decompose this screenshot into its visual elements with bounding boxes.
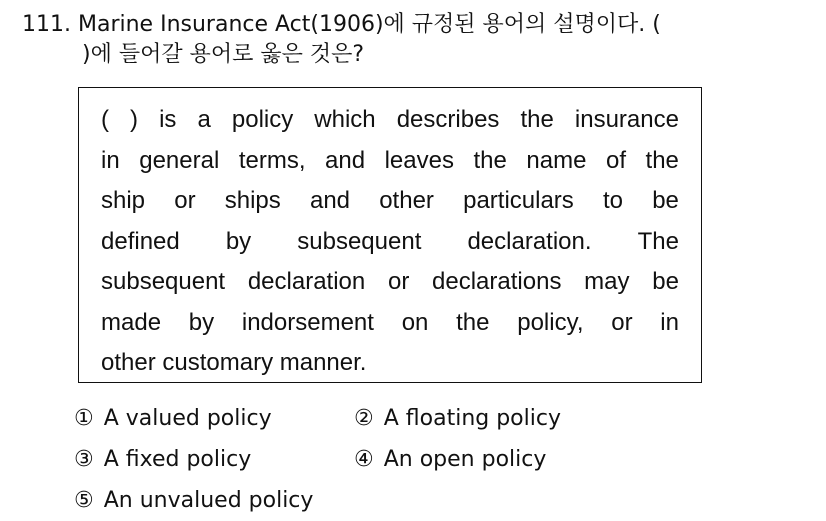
passage-word: describes [396,106,500,133]
passage-line [101,262,679,303]
passage-word: a [197,106,211,133]
option-2-text: A floating policy [383,406,561,431]
option-row-1 [74,398,634,439]
passage-word: or [174,187,196,214]
passage-word: terms, [238,146,306,174]
passage-word: insurance [574,106,679,133]
passage-word: general [139,146,220,174]
passage-word: in [660,308,679,336]
passage-word: ( [101,106,109,133]
passage-word: the [473,146,507,174]
passage-word: on [401,308,429,336]
passage-word: ) [130,106,139,133]
question-text-line-2: )에 들어갈 용어로 옳은 것은? [82,42,365,67]
passage-line [101,222,679,263]
passage-box [78,87,702,383]
option-3-number: ③ [74,447,94,472]
passage-word: other customary manner. [101,349,367,376]
option-row-3 [74,480,634,521]
passage-word: leaves [384,146,454,174]
passage-word: the [520,106,554,133]
option-1-text: A valued policy [103,406,272,431]
option-2-number: ② [354,406,374,431]
passage-word: the [456,308,490,336]
passage-word: ship [101,187,146,214]
passage-word: or [387,268,410,295]
passage-line [101,303,679,344]
passage-word: or [611,308,633,336]
passage-word: to [603,187,624,214]
option-1-number: ① [74,406,94,431]
passage-word: be [652,268,679,295]
passage-word: in [101,146,120,174]
question-line-2 [22,40,802,70]
passage-word: other [379,187,434,214]
option-2[interactable] [354,398,634,439]
question-text-line-1: Marine Insurance Act(1906)에 규정된 용어의 설명이다. ( [77,12,661,37]
passage-word: and [325,146,366,174]
passage-word: declarations [432,268,562,295]
passage-word: declaration [247,268,366,295]
passage-line [101,181,679,222]
passage-word: which [314,106,376,133]
option-5-number: ⑤ [74,488,94,513]
question-number: 111. [22,12,71,37]
option-3-text: A fixed policy [103,447,252,472]
passage-line [101,100,679,141]
passage-word: and [309,187,351,214]
option-3[interactable] [74,439,354,480]
option-row-2 [74,439,634,480]
passage-word: The [637,227,679,255]
passage-word: policy, [517,308,584,336]
option-5-text: An unvalued policy [103,488,314,513]
passage-word: is [159,106,177,133]
passage-word: by [188,308,215,336]
passage-word: by [225,227,252,255]
option-5[interactable] [74,480,354,521]
passage-word: ships [224,187,281,214]
passage-word: made [101,308,162,336]
passage-line [101,141,679,182]
passage-word: be [652,187,679,214]
passage-word: defined [101,227,180,255]
option-4-text: An open policy [383,447,547,472]
option-1[interactable] [74,398,354,439]
passage-word: subsequent [297,227,422,255]
option-4-number: ④ [354,447,374,472]
answer-options [74,398,634,521]
passage-word: of [605,146,626,174]
passage-word: may [584,268,630,295]
passage-word: subsequent [101,268,226,295]
passage-word: policy [231,106,294,133]
option-4[interactable] [354,439,634,480]
passage-word: indorsement [241,308,374,336]
passage-word: name [526,146,587,174]
passage-word: the [645,146,679,174]
passage-line [101,343,679,384]
passage-word: particulars [463,187,574,214]
question-line-1 [22,10,802,40]
passage-word: declaration. [467,227,592,255]
question-stem [22,10,802,70]
